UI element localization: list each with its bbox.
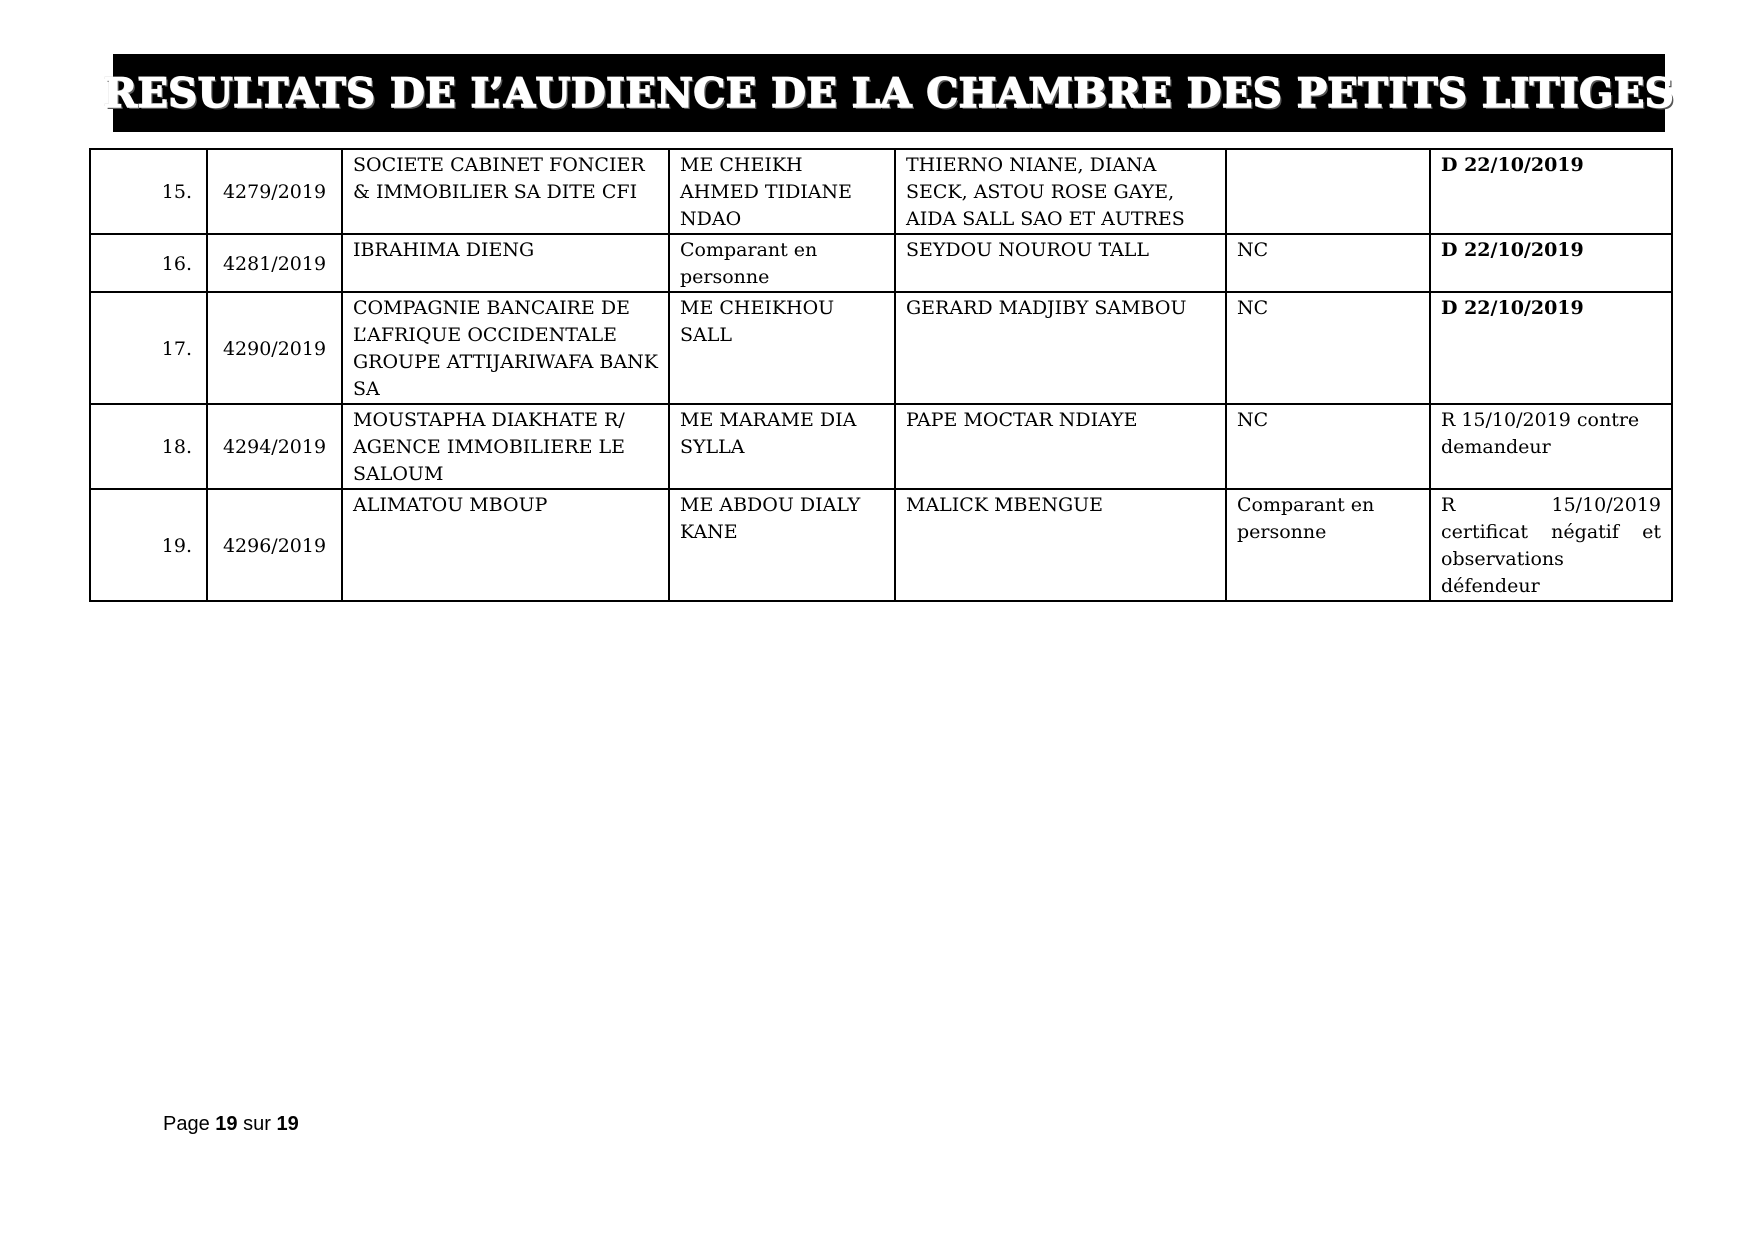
- plaintiff-counsel-cell: ME CHEIKH AHMED TIDIANE NDAO: [669, 149, 895, 234]
- case-number: 4281/2019: [207, 234, 342, 292]
- defendant-cell: MALICK MBENGUE: [895, 489, 1226, 601]
- result-cell: R 15/10/2019 certificat négatif et observations défendeur: [1430, 489, 1672, 601]
- result-cell: R 15/10/2019 contre demandeur: [1430, 404, 1672, 489]
- defendant-counsel-cell: NC: [1226, 234, 1430, 292]
- plaintiff-cell: MOUSTAPHA DIAKHATE R/ AGENCE IMMOBILIERE LE SALOUM: [342, 404, 669, 489]
- table-row: [90, 292, 1672, 404]
- plaintiff-cell: COMPAGNIE BANCAIRE DE L’AFRIQUE OCCIDENTALE GROUPE ATTIJARIWAFA BANK SA: [342, 292, 669, 404]
- case-number: 4279/2019: [207, 149, 342, 234]
- total-pages-number: 19: [276, 1113, 299, 1135]
- defendant-cell: GERARD MADJIBY SAMBOU: [895, 292, 1226, 404]
- defendant-cell: SEYDOU NOUROU TALL: [895, 234, 1226, 292]
- row-number: 19.: [90, 489, 207, 601]
- row-number: 16.: [90, 234, 207, 292]
- result-cell: D 22/10/2019: [1430, 149, 1672, 234]
- plaintiff-cell: IBRAHIMA DIENG: [342, 234, 669, 292]
- table-row: [90, 489, 1672, 601]
- defendant-counsel-cell: NC: [1226, 404, 1430, 489]
- case-number: 4290/2019: [207, 292, 342, 404]
- defendant-counsel-cell: Comparant en personne: [1226, 489, 1430, 601]
- results-table: [89, 148, 1673, 602]
- table-row: [90, 404, 1672, 489]
- result-cell: D 22/10/2019: [1430, 234, 1672, 292]
- row-number: 15.: [90, 149, 207, 234]
- defendant-counsel-cell: NC: [1226, 292, 1430, 404]
- defendant-cell: PAPE MOCTAR NDIAYE: [895, 404, 1226, 489]
- plaintiff-counsel-cell: ME MARAME DIA SYLLA: [669, 404, 895, 489]
- page-footer: [163, 1113, 299, 1136]
- defendant-counsel-cell: [1226, 149, 1430, 234]
- plaintiff-counsel-cell: ME ABDOU DIALY KANE: [669, 489, 895, 601]
- plaintiff-cell: SOCIETE CABINET FONCIER & IMMOBILIER SA DITE CFI: [342, 149, 669, 234]
- table-row: [90, 234, 1672, 292]
- row-number: 17.: [90, 292, 207, 404]
- page-label: Page: [163, 1113, 210, 1135]
- table-row: [90, 149, 1672, 234]
- plaintiff-counsel-cell: ME CHEIKHOU SALL: [669, 292, 895, 404]
- defendant-cell: THIERNO NIANE, DIANA SECK, ASTOU ROSE GAYE, AIDA SALL SAO ET AUTRES: [895, 149, 1226, 234]
- result-cell: D 22/10/2019: [1430, 292, 1672, 404]
- plaintiff-counsel-cell: Comparant en personne: [669, 234, 895, 292]
- case-number: 4296/2019: [207, 489, 342, 601]
- plaintiff-cell: ALIMATOU MBOUP: [342, 489, 669, 601]
- current-page-number: 19: [215, 1113, 238, 1135]
- sur-label: sur: [243, 1113, 271, 1135]
- case-number: 4294/2019: [207, 404, 342, 489]
- row-number: 18.: [90, 404, 207, 489]
- page-title: RESULTATS DE L’AUDIENCE DE LA CHAMBRE DES PETITS LITIGES: [103, 69, 1675, 117]
- title-banner: [103, 54, 1675, 132]
